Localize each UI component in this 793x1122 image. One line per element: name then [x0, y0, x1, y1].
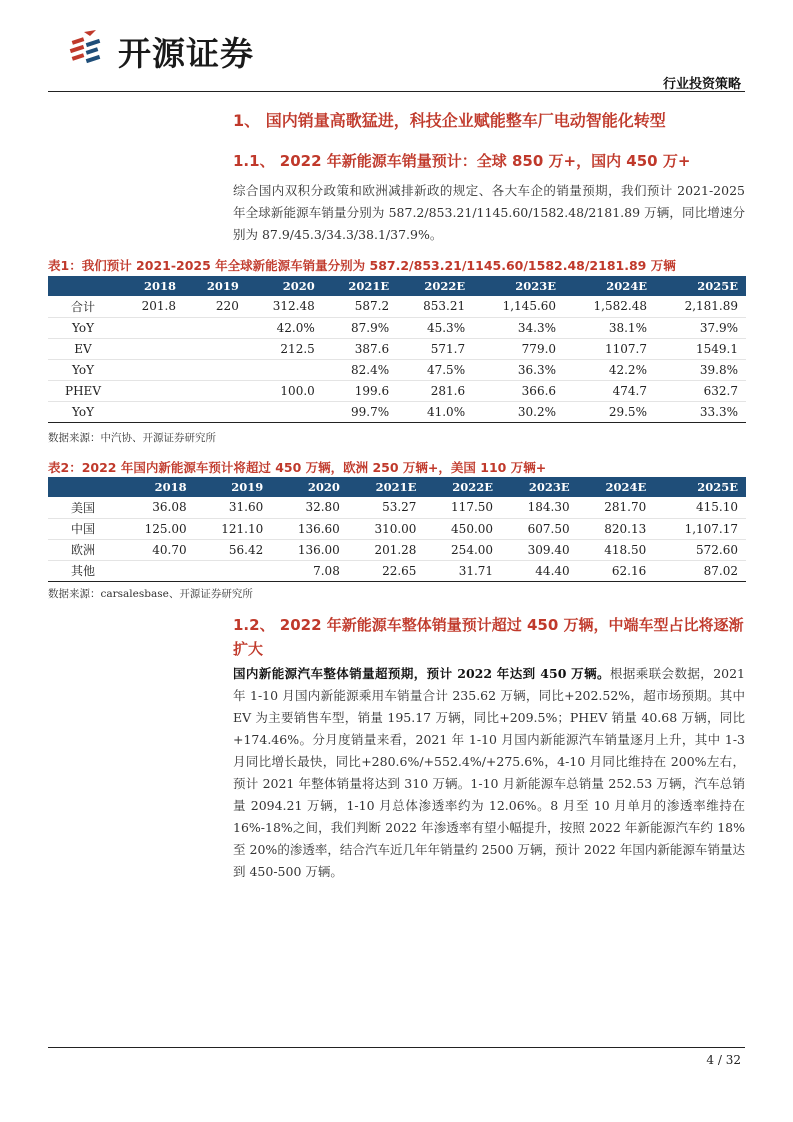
table-cell: 201.28 — [348, 539, 425, 560]
table-row — [48, 338, 746, 359]
table-1-title: 表1：我们预计 2021-2025 年全球新能源车销量分别为 587.2/853.21/1145.60/1582.48/2181.89 万辆 — [48, 258, 676, 273]
table-cell: 30.2% — [473, 401, 564, 422]
column-header: 2018 — [118, 477, 195, 497]
table-cell: 31.60 — [195, 497, 272, 518]
table-cell: 281.6 — [397, 380, 473, 401]
table-cell — [184, 401, 247, 422]
column-header: 2020 — [247, 276, 323, 296]
table-cell: 42.0% — [247, 317, 323, 338]
table-cell — [184, 380, 247, 401]
table-cell: 201.8 — [118, 296, 184, 317]
table-row — [48, 518, 746, 539]
paragraph-lead-sentence: 国内新能源汽车整体销量超预期，预计 2022 年达到 450 万辆。 — [233, 666, 610, 681]
table-cell — [118, 401, 184, 422]
table-cell: 125.00 — [118, 518, 195, 539]
table-cell: 99.7% — [323, 401, 397, 422]
table-cell: 32.80 — [271, 497, 348, 518]
section-1-2-heading: 1.2、 2022 年新能源车整体销量预计超过 450 万辆，中端车型占比将逐渐扩大 — [233, 616, 744, 658]
table-cell: 199.6 — [323, 380, 397, 401]
column-header: 2019 — [184, 276, 247, 296]
table-cell: 31.71 — [424, 560, 501, 581]
table-cell: 37.9% — [655, 317, 746, 338]
table-cell: 53.27 — [348, 497, 425, 518]
table-cell — [184, 359, 247, 380]
table-cell: 2,181.89 — [655, 296, 746, 317]
table-cell: 184.30 — [501, 497, 578, 518]
table-cell — [184, 338, 247, 359]
table-cell — [118, 380, 184, 401]
table-cell — [118, 359, 184, 380]
table-row — [48, 497, 746, 518]
table-2-source: 数据来源：carsalesbase、开源证券研究所 — [48, 588, 253, 600]
table-cell: 7.08 — [271, 560, 348, 581]
table-cell: 212.5 — [247, 338, 323, 359]
table-cell: 36.08 — [118, 497, 195, 518]
table-cell — [118, 560, 195, 581]
table-cell: 309.40 — [501, 539, 578, 560]
row-label: PHEV — [48, 380, 118, 401]
table-cell: 22.65 — [348, 560, 425, 581]
section-1-2-paragraph — [233, 663, 745, 883]
section-1-heading: 1、 国内销量高歌猛进，科技企业赋能整车厂电动智能化转型 — [233, 111, 666, 130]
table-cell: 387.6 — [323, 338, 397, 359]
table-cell: 220 — [184, 296, 247, 317]
table-cell: 254.00 — [424, 539, 501, 560]
footer-divider — [48, 1047, 745, 1048]
table-1-source: 数据来源：中汽协、开源证券研究所 — [48, 432, 216, 444]
table-cell — [195, 560, 272, 581]
document-category: 行业投资策略 — [662, 77, 741, 92]
table-cell: 571.7 — [397, 338, 473, 359]
row-label: YoY — [48, 401, 118, 422]
column-header: 2018 — [118, 276, 184, 296]
page-number: 4 / 32 — [706, 1053, 741, 1067]
column-header: 2024E — [564, 276, 655, 296]
row-label: 合计 — [48, 296, 118, 317]
table-cell: 121.10 — [195, 518, 272, 539]
table-2 — [48, 477, 746, 582]
paragraph-body-text: 根据乘联会数据，2021 年 1-10 月国内新能源乘用车销量合计 235.62 万辆，同比+202.52%，超市场预期。其中 EV 为主要销售车型，销量 195.17 万辆，同比+209.5%；PHEV 销量 40.68 万辆，同比+174.46%。分月度销量来看，2021 年 1-10 月国内新能源汽车销量逐月上升，其中 1-3 月同比增长最快，同比+280.6%/+552.4%/+275.6%，4-10 月同比维持在 200%左右，预计 2021 年整体销量将达到 310 万辆。1-10 月新能源车总销量 252.53 万辆，汽车总销量 2094.21 万辆，1-10 月总体渗透率约为 12.06%。8 月至 10 月单月的渗透率维持在 16%-18%之间，我们判断 2022 年渗透率有望小幅提升，按照 2022 年新能源汽车约 18%至 20%的渗透率，结合汽车近几年年销量约 2500 万辆，预计 2022 年国内新能源车销量达到 450-500 万辆。 — [233, 666, 746, 879]
table-cell: 1,107.17 — [654, 518, 746, 539]
section-1-1-heading: 1.1、 2022 年新能源车销量预计：全球 850 万+，国内 450 万+ — [233, 152, 691, 170]
table-cell: 418.50 — [578, 539, 655, 560]
table-cell: 779.0 — [473, 338, 564, 359]
table-row — [48, 560, 746, 581]
table-cell — [247, 401, 323, 422]
table-row — [48, 296, 746, 317]
table-cell: 41.0% — [397, 401, 473, 422]
table-cell: 136.60 — [271, 518, 348, 539]
row-label: YoY — [48, 359, 118, 380]
table-cell: 136.00 — [271, 539, 348, 560]
table-cell: 47.5% — [397, 359, 473, 380]
row-label: 其他 — [48, 560, 118, 581]
logo-mark-icon — [66, 26, 110, 70]
column-header: 2022E — [424, 477, 501, 497]
table-cell: 820.13 — [578, 518, 655, 539]
section-1-1-paragraph: 综合国内双积分政策和欧洲减排新政的规定、各大车企的销量预期，我们预计 2021-2025 年全球新能源车销量分别为 587.2/853.21/1145.60/1582.48/2181.89 万辆，同比增速分别为 87.9/45.3/34.3/38.1/37.9%。 — [233, 183, 745, 242]
table-cell: 1549.1 — [655, 338, 746, 359]
table-cell: 572.60 — [654, 539, 746, 560]
column-header: 2025E — [655, 276, 746, 296]
table-row — [48, 380, 746, 401]
table-cell: 632.7 — [655, 380, 746, 401]
table-cell: 29.5% — [564, 401, 655, 422]
brand-logo — [66, 24, 306, 72]
table-cell — [184, 317, 247, 338]
column-header: 2020 — [271, 477, 348, 497]
table-row — [48, 359, 746, 380]
table-cell: 100.0 — [247, 380, 323, 401]
row-label: 中国 — [48, 518, 118, 539]
column-header: 2025E — [654, 477, 746, 497]
table-cell: 56.42 — [195, 539, 272, 560]
column-header: 2022E — [397, 276, 473, 296]
table-row — [48, 317, 746, 338]
table-cell: 36.3% — [473, 359, 564, 380]
row-label: 欧洲 — [48, 539, 118, 560]
column-header: 2024E — [578, 477, 655, 497]
table-cell: 38.1% — [564, 317, 655, 338]
table-cell: 33.3% — [655, 401, 746, 422]
table-cell: 34.3% — [473, 317, 564, 338]
table-cell: 1107.7 — [564, 338, 655, 359]
table-cell — [118, 338, 184, 359]
table-cell: 415.10 — [654, 497, 746, 518]
table-cell: 44.40 — [501, 560, 578, 581]
row-label: EV — [48, 338, 118, 359]
column-header: 2021E — [323, 276, 397, 296]
table-cell: 40.70 — [118, 539, 195, 560]
column-header — [48, 276, 118, 296]
table-cell: 42.2% — [564, 359, 655, 380]
table-cell: 1,145.60 — [473, 296, 564, 317]
logo-text: 开源证券 — [118, 34, 254, 73]
table-1 — [48, 276, 746, 423]
table-cell — [118, 317, 184, 338]
table-row — [48, 539, 746, 560]
table-cell: 62.16 — [578, 560, 655, 581]
table-header-row — [48, 276, 746, 296]
column-header: 2019 — [195, 477, 272, 497]
table-cell: 474.7 — [564, 380, 655, 401]
table-cell: 450.00 — [424, 518, 501, 539]
table-cell: 82.4% — [323, 359, 397, 380]
column-header — [48, 477, 118, 497]
table-cell: 39.8% — [655, 359, 746, 380]
table-cell: 281.70 — [578, 497, 655, 518]
table-cell: 45.3% — [397, 317, 473, 338]
header-divider — [48, 91, 745, 92]
table-cell: 1,582.48 — [564, 296, 655, 317]
column-header: 2023E — [473, 276, 564, 296]
table-cell: 366.6 — [473, 380, 564, 401]
table-row — [48, 401, 746, 422]
table-cell: 587.2 — [323, 296, 397, 317]
table-cell: 853.21 — [397, 296, 473, 317]
row-label: 美国 — [48, 497, 118, 518]
column-header: 2021E — [348, 477, 425, 497]
table-header-row — [48, 477, 746, 497]
table-cell: 117.50 — [424, 497, 501, 518]
row-label: YoY — [48, 317, 118, 338]
table-cell — [247, 359, 323, 380]
table-cell: 87.9% — [323, 317, 397, 338]
column-header: 2023E — [501, 477, 578, 497]
table-cell: 312.48 — [247, 296, 323, 317]
table-cell: 310.00 — [348, 518, 425, 539]
table-cell: 87.02 — [654, 560, 746, 581]
table-2-title: 表2：2022 年国内新能源车预计将超过 450 万辆，欧洲 250 万辆+，美国 110 万辆+ — [48, 460, 547, 475]
table-cell: 607.50 — [501, 518, 578, 539]
